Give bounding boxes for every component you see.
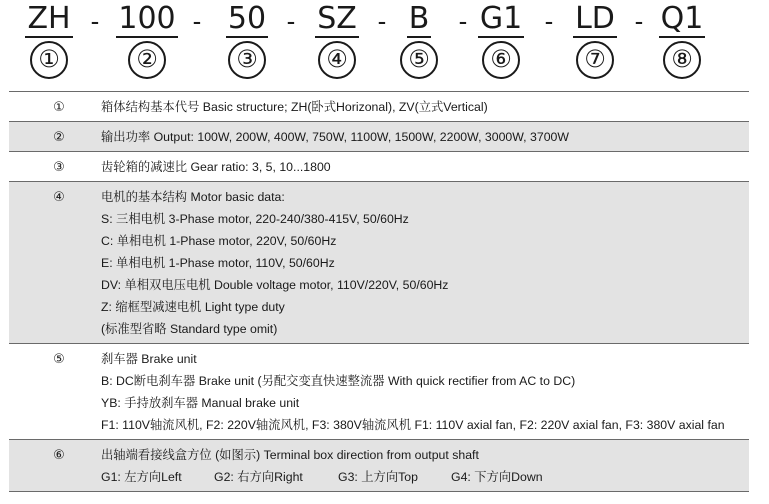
code-text: 50 <box>227 1 267 36</box>
spec-row-output <box>9 122 749 152</box>
row-index: ① <box>53 99 65 114</box>
row-line: E: 单相电机 1-Phase motor, 110V, 50/60Hz <box>101 256 335 270</box>
terminal-option-right: G2: 右方向Right <box>214 470 303 484</box>
code-segment-1 <box>14 2 84 79</box>
code-text: 100 <box>118 1 176 36</box>
code-separator: - <box>90 6 100 36</box>
spec-row-gear-ratio <box>9 152 749 182</box>
row-line: YB: 手持放刹车器 Manual brake unit <box>101 396 300 410</box>
row-line: DV: 单相双电压电机 Double voltage motor, 110V/220V, 50/60Hz <box>101 278 449 292</box>
terminal-options <box>101 466 749 488</box>
code-text: LD <box>575 1 615 36</box>
code-index-circle: ② <box>128 41 166 79</box>
row-index: ④ <box>53 189 65 204</box>
row-line: C: 单相电机 1-Phase motor, 220V, 50/60Hz <box>101 234 337 248</box>
code-index-circle: ⑥ <box>482 41 520 79</box>
row-line: 齿轮箱的减速比 Gear ratio: 3, 5, 10...1800 <box>101 160 331 174</box>
row-index: ⑤ <box>53 351 65 366</box>
row-line: 出轴端看接线盒方位 (如图示) Terminal box direction from output shaft <box>101 448 479 462</box>
row-line: B: DC断电刹车器 Brake unit (另配交变直快速整流器 With quick rectifier from AC to DC) <box>101 374 576 388</box>
code-separator: - <box>192 6 202 36</box>
spec-row-terminal-box <box>9 440 749 492</box>
code-segment-5 <box>384 2 454 79</box>
row-index: ⑥ <box>53 447 65 462</box>
row-line: F1: 110V轴流风机, F2: 220V轴流风机, F3: 380V轴流风机 F1: 110V axial fan, F2: 220V axial fan, F3: 380V axial fan <box>101 418 725 432</box>
spec-row-structure <box>9 92 749 122</box>
row-line: 刹车器 Brake unit <box>101 352 197 366</box>
code-separator: - <box>458 6 468 36</box>
code-segment-3 <box>212 2 282 79</box>
code-segment-2 <box>112 2 182 79</box>
spec-row-motor <box>9 182 749 344</box>
code-separator: - <box>286 6 296 36</box>
code-separator: - <box>377 6 387 36</box>
spec-row-brake <box>9 344 749 440</box>
row-line: (标准型省略 Standard type omit) <box>101 322 278 336</box>
code-segment-4 <box>302 2 372 79</box>
terminal-option-down: G4: 下方向Down <box>451 470 543 484</box>
row-line: 箱体结构基本代号 Basic structure; ZH(卧式Horizonal), ZV(立式Vertical) <box>101 100 488 114</box>
code-index-circle: ⑧ <box>663 41 701 79</box>
code-segment-7 <box>560 2 630 79</box>
code-segment-8 <box>647 2 717 79</box>
model-code-row <box>0 2 769 78</box>
row-index: ② <box>53 129 65 144</box>
terminal-option-top: G3: 上方向Top <box>338 470 418 484</box>
row-line: Z: 缩框型减速电机 Light type duty <box>101 300 285 314</box>
code-separator: - <box>634 6 644 36</box>
terminal-option-left: G1: 左方向Left <box>101 470 182 484</box>
row-line: 输出功率 Output: 100W, 200W, 400W, 750W, 1100W, 1500W, 2200W, 3000W, 3700W <box>101 130 569 144</box>
code-text: ZH <box>27 1 71 36</box>
code-index-circle: ⑦ <box>576 41 614 79</box>
code-text: SZ <box>317 1 357 36</box>
spec-table <box>9 91 749 492</box>
code-separator: - <box>544 6 554 36</box>
code-text: G1 <box>479 1 523 36</box>
row-line: S: 三相电机 3-Phase motor, 220-240/380-415V, 50/60Hz <box>101 212 409 226</box>
row-line: 电机的基本结构 Motor basic data: <box>101 190 285 204</box>
code-text: Q1 <box>660 1 704 36</box>
code-segment-6 <box>466 2 536 79</box>
code-index-circle: ④ <box>318 41 356 79</box>
code-index-circle: ① <box>30 41 68 79</box>
row-index: ③ <box>53 159 65 174</box>
code-index-circle: ③ <box>228 41 266 79</box>
code-index-circle: ⑤ <box>400 41 438 79</box>
code-text: B <box>408 1 430 36</box>
